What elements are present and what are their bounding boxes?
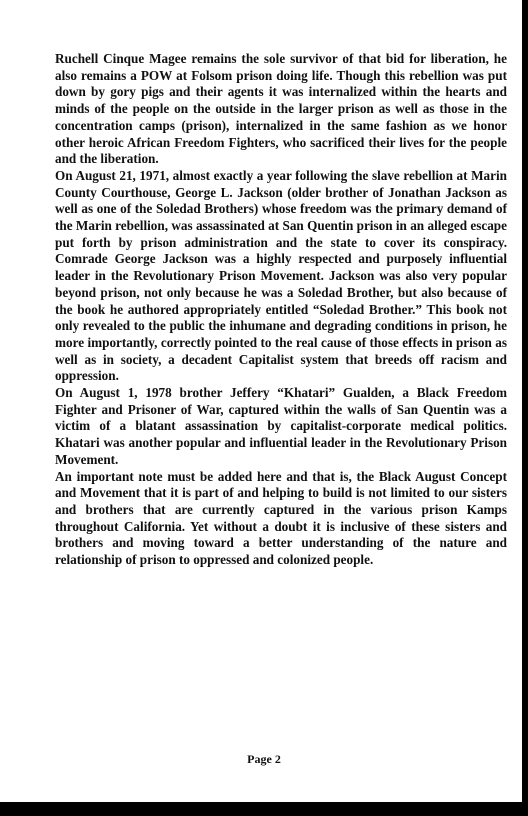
paragraph-magee: Ruchell Cinque Magee remains the sole survivor of that bid for liberation, he also remains a POW at Folsom prison doing life. Though this rebellion was put down by gory pigs and their agents it was internalized within the hearts and minds of the people on the outside in the larger prison as well as those in the concentration camps (prison), internalized in the same fashion as we honor other heroic African Freedom Fighters, who sacrificed their lives for the people and the liberation. xyxy=(55,51,507,167)
paragraph-george-jackson: On August 21, 1971, almost exactly a year following the slave rebellion at Marin County Courthouse, George L. Jackson (older brother of Jonathan Jackson as well as one of the Soledad Brothers) whose freedom was the primary demand of the Marin rebellion, was assassinated at San Quentin prison in an alleged escape put forth by prison administration and the state to cover its conspiracy. Comrade George Jackson was a highly respected and purposely influential leader in the Revolutionary Prison Movement. Jackson was also very popular beyond prison, not only because he was a Soledad Brother, but also because of the book he authored appropriately entitled “Soledad Brother.” This book not only revealed to the public the inhumane and degrading conditions in prison, he more importantly, correctly pointed to the real cause of those effects in prison as well as in society, a decadent Capitalist system that breeds off racism and oppression. xyxy=(55,167,507,384)
paragraph-khatari: On August 1, 1978 brother Jeffery “Khatari” Gualden, a Black Freedom Fighter and Prisoner of War, captured within the walls of San Quentin was a victim of a blatant assassination by capitalist-corporate medical politics. Khatari was another popular and influential leader in the Revolutionary Prison Movement. xyxy=(55,385,507,467)
right-edge-border xyxy=(522,0,528,816)
page-number: Page 2 xyxy=(247,752,281,766)
body-text xyxy=(55,51,507,569)
paragraph-black-august: An important note must be added here and that is, the Black August Concept and Movement that it is part of and helping to build is not limited to our sisters and brothers that are currently captured in the various prison Kamps throughout California. Yet without a doubt it is inclusive of these sisters and brothers and moving toward a better understanding of the nature and relationship of prison to oppressed and colonized people. xyxy=(55,468,507,568)
bottom-edge-border xyxy=(0,802,528,816)
